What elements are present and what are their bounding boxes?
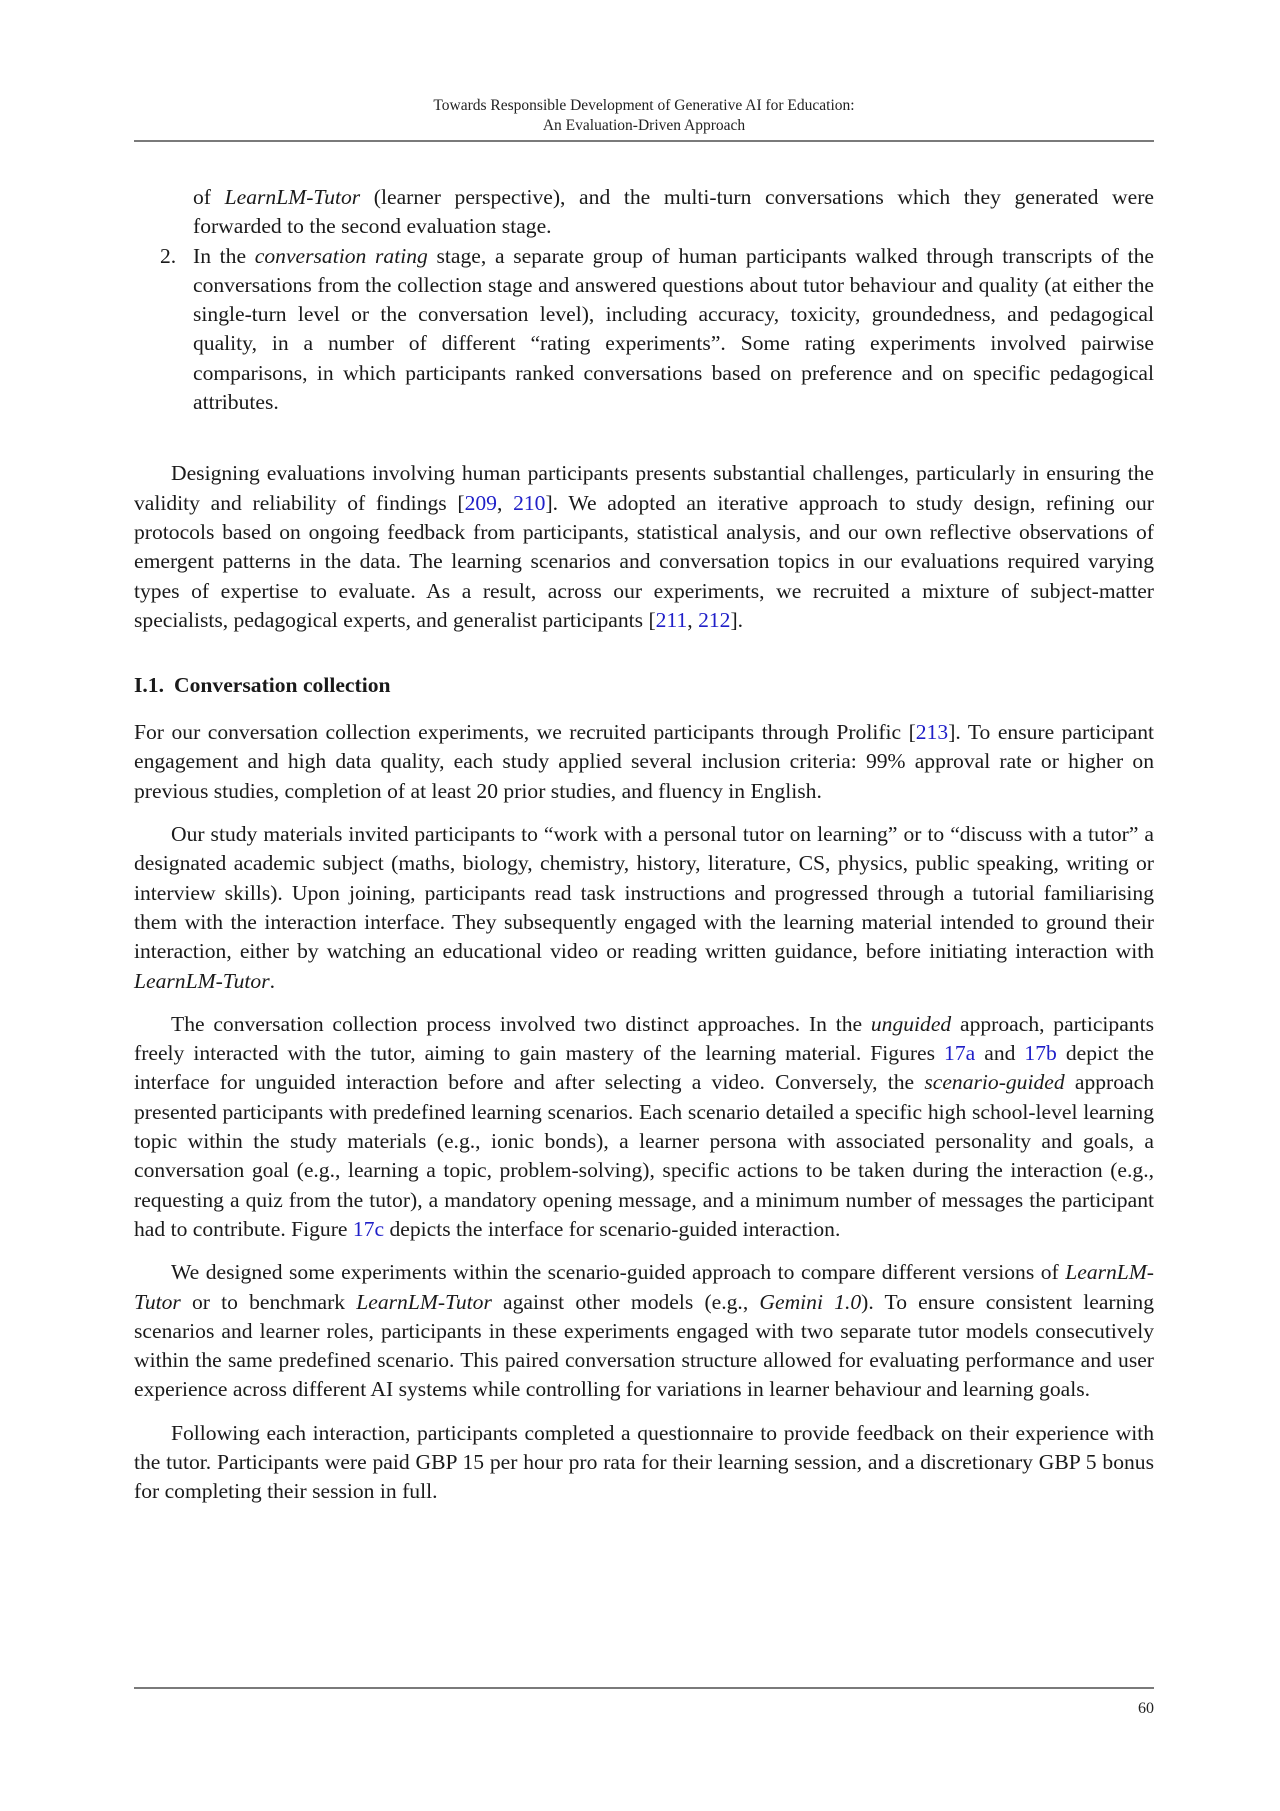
citation-link[interactable]: 213 [915,720,949,745]
section-heading [134,671,1154,700]
body-text [134,183,1154,1507]
evaluation-stages-list [134,242,1154,418]
header-title-line-2: An Evaluation-Driven Approach [542,117,746,134]
citation-link[interactable]: 211 [655,607,688,632]
list-item-1-continuation: of LearnLM-Tutor (learner perspective), and the multi-turn conversations which they generated were forwarded to the second evaluation stage. [193,185,1155,239]
paragraph-study-materials: Our study materials invited participants to “work with a personal tutor on learning” or to “discuss with a tutor” a designated academic subject (maths, biology, chemistry, history, literature, CS, physics, public speaking, writing or interview skills). Upon joining, participants read task instructions and progressed through a tutorial familiarising them with the interaction interface. They subsequently engaged with the learning material intended to ground their interaction, either by watching an educational video or reading written guidance, before initiating interaction with LearnLM-Tutor. [134,822,1154,993]
running-header [134,96,1154,136]
header-rule [134,140,1154,142]
paragraph-payment: Following each interaction, participants completed a questionnaire to provide feedback on their experience with the tutor. Participants were paid GBP 15 per hour pro rata for their learning session, and a discretionary GBP 5 bonus for completing their session in full. [134,1420,1154,1504]
model-name: LearnLM-Tutor [224,185,361,209]
citation-link[interactable]: 209 [464,490,497,515]
figure-link[interactable]: 17c [352,1216,385,1241]
section-number: I.1. [134,673,164,698]
list-item-2: 2. In the conversation rating stage, a separate group of human participants walked through transcripts of the conversations from the collection stage and answered questions about tutor behaviour and quality (at either the single-turn level or the conversation level), including accuracy, toxicity, groundedness, and pedagogical quality, in a number of different “rating experiments”. Some rating experiments involved pairwise comparisons, in which participants ranked conversations based on preference and on specific pedagogical attributes. [160,243,1154,415]
citation-link[interactable]: 210 [513,490,546,515]
paragraph-design: Designing evaluations involving human participants presents substantial challenges, particularly in ensuring the validity and reliability of findings [209, 210]. We adopted an iterative approach to study design, refining our protocols based on ongoing feedback from participants, statistical analysis, and our own reflective observations of emergent patterns in the data. The learning scenarios and conversation topics in our evaluations required varying types of expertise to evaluate. As a result, across our experiments, we recruited a mixture of subject-matter specialists, pedagogical experts, and generalist participants [211, 212]. [134,461,1154,632]
paragraph-recruitment: For our conversation collection experiments, we recruited participants through Prolific [213]. To ensure participant engagement and high data quality, each study applied several inclusion criteria: 99% approval rate or higher on previous studies, completion of at least 20 prior studies, and fluency in English. [134,720,1155,803]
page-number: 60 [1138,1700,1154,1717]
figure-link[interactable]: 17a [944,1041,976,1066]
paragraph-collection-process: The conversation collection process involved two distinct approaches. In the unguided approach, participants freely interacted with the tutor, aiming to gain mastery of the learning material. Figures 17a and 17b depict the interface for unguided interaction before and after selecting a video. Conversely, the scenario-guided approach presented participants with predefined learning scenarios. Each scenario detailed a specific high school-level learning topic within the study materials (e.g., ionic bonds), a learner persona with associated personality and goals, a conversation goal (e.g., learning a topic, problem-solving), specific actions to be taken during the interaction (e.g., requesting a quiz from the tutor), a mandatory opening message, and a minimum number of messages the participant had to contribute. Figure 17c depicts the interface for scenario-guided interaction. [134,1011,1155,1241]
footer-rule [134,1687,1154,1689]
list-number: 2. [160,243,177,268]
figure-link[interactable]: 17b [1024,1041,1057,1066]
paragraph-experiments: We designed some experiments within the scenario-guided approach to compare different versions of LearnLM-Tutor or to benchmark LearnLM-Tutor against other models (e.g., Gemini 1.0). To ensure consistent learning scenarios and learner roles, participants in these experiments engaged with two separate tutor models consecutively within the same predefined scenario. This paired conversation structure allowed for evaluating performance and user experience across different AI systems while controlling for variations in learner behaviour and learning goals. [134,1260,1155,1402]
header-title-line-1: Towards Responsible Development of Generative AI for Education: [433,97,855,114]
section-title: Conversation collection [174,673,391,698]
citation-link[interactable]: 212 [698,607,731,632]
